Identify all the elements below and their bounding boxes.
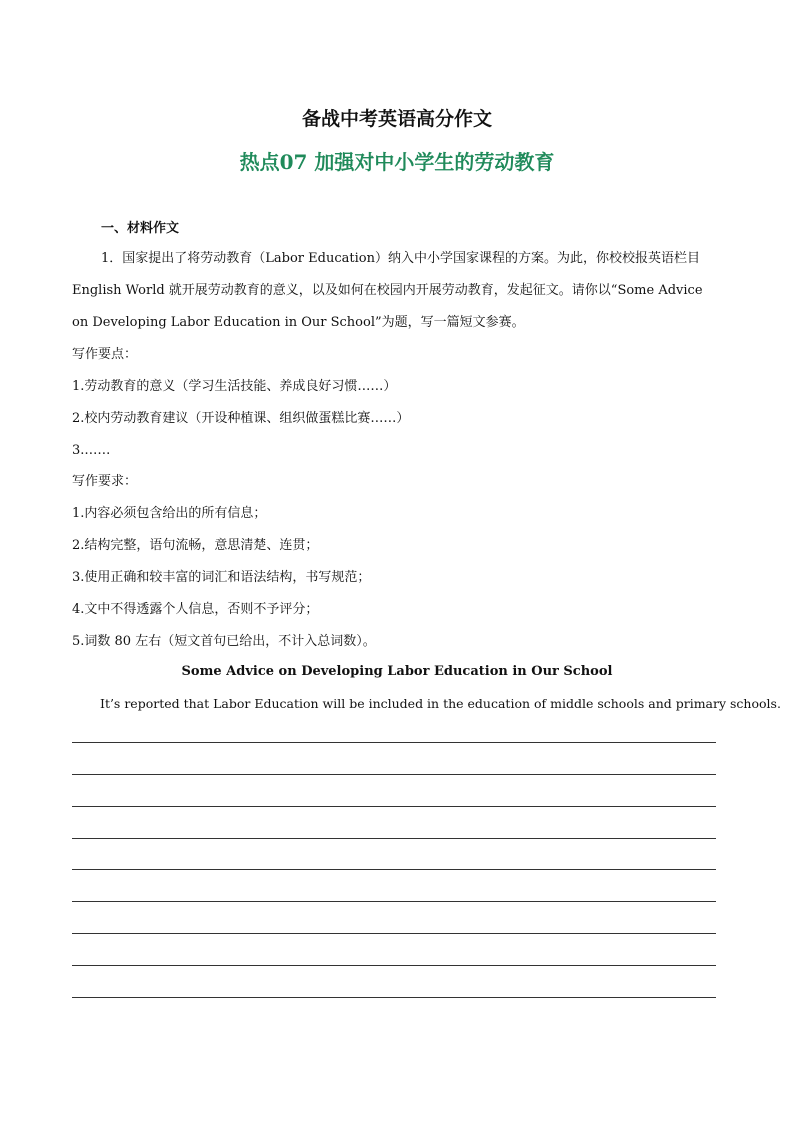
document-title: 备战中考英语高分作文 — [301, 108, 492, 130]
writing-requirement-5: 5.词数 80 左右（短文首句已给出，不计入总词数）。 — [72, 634, 376, 649]
answer-line[interactable] — [72, 742, 716, 743]
answer-line[interactable] — [72, 838, 716, 839]
answer-line[interactable] — [72, 933, 716, 934]
answer-line[interactable] — [72, 965, 716, 966]
writing-point-3: 3.…… — [72, 443, 111, 458]
writing-points-label: 写作要点： — [72, 347, 138, 362]
writing-requirement-3: 3.使用正确和较丰富的词汇和语法结构，书写规范； — [72, 570, 371, 585]
question-line-2: English World 就开展劳动教育的意义，以及如何在校园内开展劳动教育，发起征文。请你以“Some Advice — [72, 283, 703, 298]
section-heading: 一、材料作文 — [101, 221, 180, 236]
answer-line[interactable] — [72, 806, 716, 807]
answer-line[interactable] — [72, 774, 716, 775]
writing-requirements-label: 写作要求： — [72, 474, 138, 489]
writing-point-1: 1.劳动教育的意义（学习生活技能、养成良好习惯……） — [72, 379, 397, 394]
essay-title: Some Advice on Developing Labor Education in Our School — [181, 664, 613, 679]
document-subtitle: 热点07 加强对中小学生的劳动教育 — [239, 150, 555, 174]
question-line-1: 1．国家提出了将劳动教育（Labor Education）纳入中小学国家课程的方案。为此，你校校报英语栏目 — [101, 251, 700, 266]
essay-first-sentence: It’s reported that Labor Education will be included in the education of middle schools and primary schools. — [100, 696, 781, 711]
answer-line[interactable] — [72, 869, 716, 870]
answer-line[interactable] — [72, 997, 716, 998]
writing-requirement-2: 2.结构完整，语句流畅，意思清楚、连贯； — [72, 538, 319, 553]
question-line-3: on Developing Labor Education in Our School”为题，写一篇短文参赛。 — [72, 315, 525, 330]
writing-point-2: 2.校内劳动教育建议（开设种植课、组织做蛋糕比赛……） — [72, 411, 410, 426]
writing-requirement-1: 1.内容必须包含给出的所有信息； — [72, 506, 267, 521]
writing-requirement-4: 4.文中不得透露个人信息，否则不予评分； — [72, 602, 319, 617]
answer-line[interactable] — [72, 901, 716, 902]
